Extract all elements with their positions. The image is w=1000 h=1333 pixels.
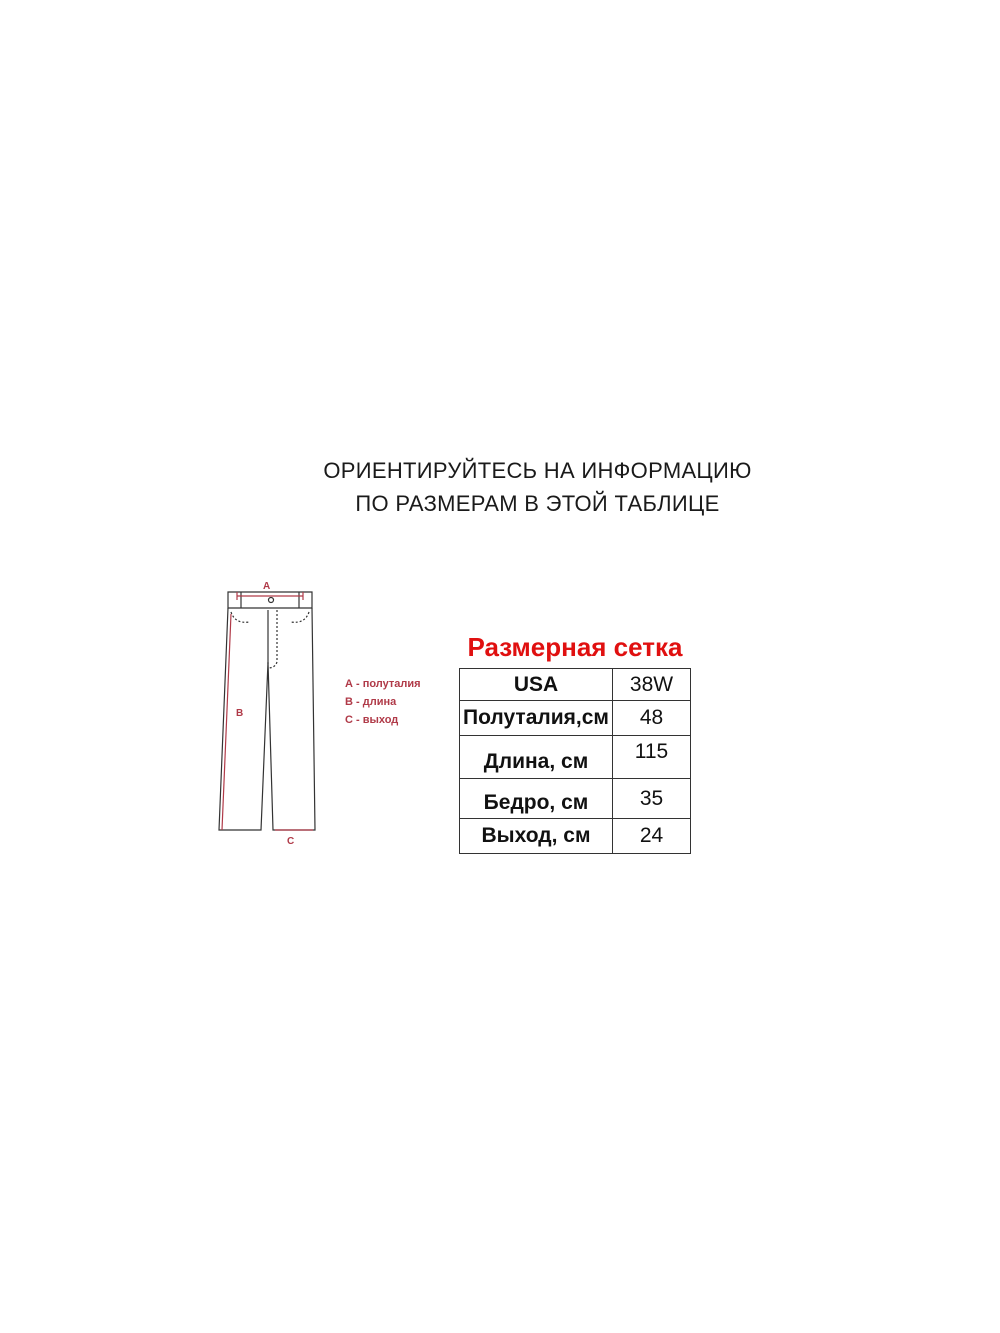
row-value: 38W	[613, 669, 691, 701]
heading-line-1: ОРИЕНТИРУЙТЕСЬ НА ИНФОРМАЦИЮ	[323, 458, 752, 483]
row-label: Длина, см	[460, 736, 613, 779]
marker-a: A	[263, 581, 271, 592]
table-row	[460, 819, 691, 854]
size-table	[459, 668, 691, 854]
row-label: Бедро, см	[460, 779, 613, 819]
table-row	[460, 779, 691, 819]
table-row	[460, 736, 691, 779]
legend-item-a: А - полуталия	[345, 678, 421, 690]
row-value: 35	[613, 779, 691, 819]
row-label: Полуталия,см	[460, 701, 613, 736]
row-value: 48	[613, 701, 691, 736]
table-row	[460, 701, 691, 736]
row-value: 24	[613, 819, 691, 854]
row-value: 115	[613, 736, 691, 779]
legend-item-c: С - выход	[345, 714, 399, 726]
legend-item-b: В - длина	[345, 696, 397, 708]
heading-line-2: ПО РАЗМЕРАМ В ЭТОЙ ТАБЛИЦЕ	[355, 491, 720, 516]
pants-outline	[219, 592, 315, 830]
measurement-legend	[345, 675, 421, 729]
row-label: USA	[460, 669, 613, 701]
row-label: Выход, см	[460, 819, 613, 854]
table-row	[460, 669, 691, 701]
size-chart-title: Размерная сетка	[467, 632, 683, 662]
marker-b: B	[236, 708, 244, 719]
marker-c: C	[287, 836, 295, 847]
